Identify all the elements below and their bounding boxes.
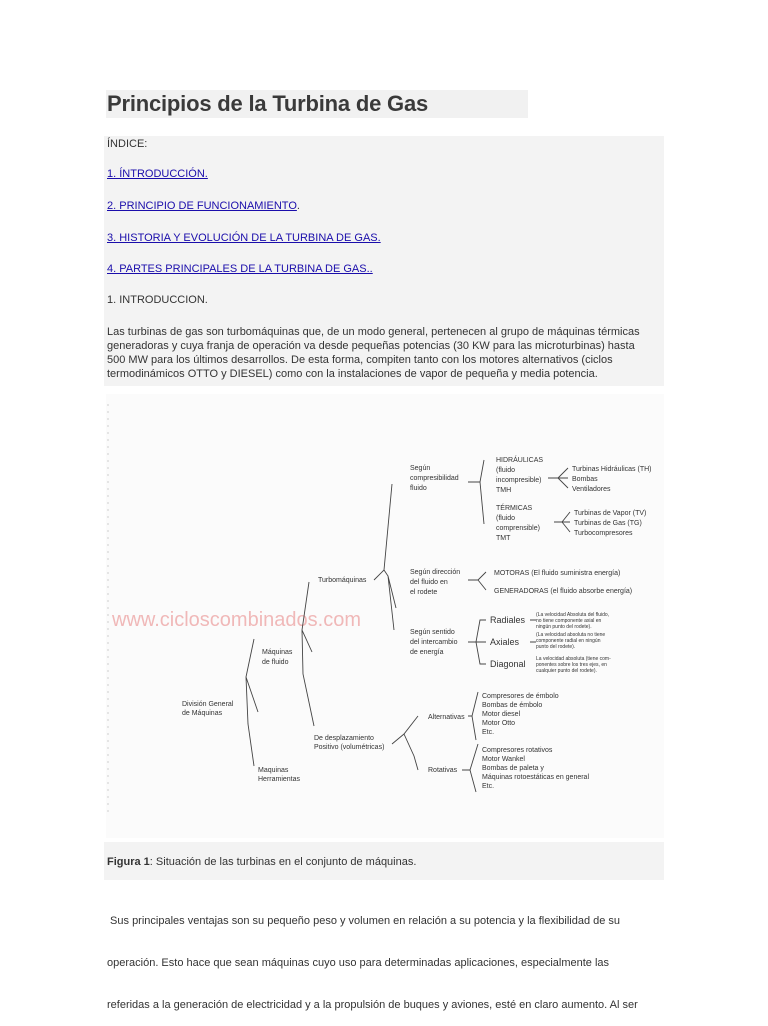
toc-link-partes[interactable]: 4. PARTES PRINCIPALES DE LA TURBINA DE GAS.. [107,263,373,275]
note-diagonal: La velocidad absoluta (tiene com- [536,656,611,662]
toc-link-suffix: . [296,200,300,212]
node-maquinas-herramientas: Maquinas [258,767,289,774]
node-termicas-3: comprensible) [496,525,540,532]
brace-termicas [554,512,570,532]
rotativas-item: Etc. [482,783,495,790]
toc-link-introduccion[interactable]: 1. ÍNTRODUCCIÓN. [107,168,208,180]
note-axiales-3: punto del rodete). [536,644,576,650]
index-label: ÍNDICE: [107,138,148,150]
node-division-general: División General [182,701,234,708]
alternativas-item: Motor Otto [482,720,516,727]
note-diagonal-2: ponentes sobre los tres ejes, en [536,662,607,668]
figure-watermark: www.cicloscombinados.com [112,609,361,631]
para-line: operación. Esto hace que sean máquinas cuyo uso para determinadas aplicaciones, especialmente las [107,957,610,969]
caption-text: : Situación de las turbinas en el conjunto de máquinas. [149,856,417,868]
advantages-paragraph [107,886,663,1026]
note-radiales-2: no tiene componente axial en [536,618,602,624]
node-sentido: Según sentido [410,629,455,636]
brace-root [246,639,258,766]
alternativas-item: Bombas de émbolo [482,702,543,709]
node-compresibilidad: Según [410,465,431,472]
node-axiales: Axiales [490,637,520,647]
node-direccion: Según dirección [410,569,461,576]
node-alternativas: Alternativas [428,714,465,721]
hidraulicas-item: Turbinas Hidráulicas (TH) [572,466,652,473]
toc-link-principio[interactable]: 2. PRINCIPIO DE FUNCIONAMIENTO [107,200,297,212]
node-direccion-2: del fluido en [410,579,448,586]
brace-hidraulicas [548,468,568,488]
intro-line: 500 MW para los últimos desarrollos. De esta forma, compiten tanto con los motores alternativos (ciclos [107,354,613,366]
node-division-general-2: de Máquinas [182,710,223,717]
figure-machine-classification [106,394,664,838]
para-line: Sus principales ventajas son su pequeño peso y volumen en relación a su potencia y la flexibilidad de su [107,915,621,927]
brace-alternativas [468,692,478,740]
node-maquinas-herramientas-2: Herramientas [258,776,301,783]
alternativas-item: Compresores de émbolo [482,693,559,700]
node-compresibilidad-3: fluido [410,485,427,492]
brace-compresibilidad [468,460,484,524]
section-heading-introduccion: 1. INTRODUCCION. [107,294,208,306]
node-desplazamiento: De desplazamiento [314,735,374,742]
hidraulicas-item: Ventiladores [572,486,611,493]
brace-turbomaquinas [374,484,396,630]
node-turbomaquinas: Turbomáquinas [318,577,367,584]
hidraulicas-item: Bombas [572,476,598,483]
toc-link-historia[interactable]: 3. HISTORIA Y EVOLUCIÓN DE LA TURBINA DE GAS. [107,232,381,244]
node-termicas-2: (fluido [496,515,516,522]
node-hidraulicas-2: (fluido [496,467,516,474]
node-desplazamiento-2: Positivo (volumétricas) [314,744,385,751]
para-line: referidas a la generación de electricidad y a la propulsión de buques y aviones, esté en claro aumento. Al ser [107,999,638,1011]
node-rotativas: Rotativas [428,767,458,774]
toc-item-2 [107,200,300,212]
brace-rotativas [462,744,478,792]
rotativas-item: Motor Wankel [482,756,525,763]
node-motoras: MOTORAS (El fluido suministra energía) [494,570,621,577]
brace-fluido [302,582,314,726]
page-title: Principios de la Turbina de Gas [107,91,429,116]
termicas-item: Turbocompresores [574,530,633,537]
rotativas-item: Máquinas rotoestáticas en general [482,774,590,781]
figure-caption [107,856,416,868]
rotativas-item: Compresores rotativos [482,747,553,754]
alternativas-item: Motor diesel [482,711,521,718]
classification-diagram [106,394,664,838]
intro-line: generadoras y cuya franja de operación va desde pequeñas potencias (30 KW para las microturbinas) hasta [107,340,635,352]
note-radiales: (La velocidad Absoluta del fluido, [536,612,610,618]
node-termicas-4: TMT [496,535,511,542]
node-maquinas-fluido-2: de fluido [262,659,289,666]
brace-sentido [468,620,486,664]
node-compresibilidad-2: compresibilidad [410,475,459,482]
node-hidraulicas-3: incompresible) [496,477,542,484]
rotativas-item: Bombas de paleta y [482,765,544,772]
node-hidraulicas: HIDRÁULICAS [496,457,544,464]
node-hidraulicas-4: TMH [496,487,512,494]
note-axiales: (La velocidad absoluta no tiene [536,632,606,638]
note-radiales-3: ningún punto del rodete). [536,624,592,630]
node-radiales: Radiales [490,615,526,625]
intro-paragraph [107,325,663,381]
note-axiales-2: componente radial en ningún [536,638,601,644]
node-diagonal: Diagonal [490,659,526,669]
node-sentido-3: de energía [410,649,444,656]
node-termicas: TÉRMICAS [496,505,533,512]
alternativas-item: Etc. [482,729,495,736]
intro-line: Las turbinas de gas son turbomáquinas que, de un modo general, pertenecen al grupo de máquinas térmicas [107,326,640,338]
termicas-item: Turbinas de Vapor (TV) [574,510,647,517]
node-sentido-2: del intercambio [410,639,458,646]
node-direccion-3: el rodete [410,589,438,596]
node-maquinas-fluido: Máquinas [262,649,293,656]
caption-label: Figura 1 [107,856,150,868]
note-diagonal-3: cualquier punto del rodete). [536,668,597,674]
intro-line: termodinámicos OTTO y DIESEL) como con la instalaciones de vapor de pequeña y media potencia. [107,368,598,380]
termicas-item: Turbinas de Gas (TG) [574,520,642,527]
brace-direccion [468,572,486,590]
brace-desplazamiento [392,716,418,770]
node-generadoras: GENERADORAS (el fluido absorbe energía) [494,588,633,595]
